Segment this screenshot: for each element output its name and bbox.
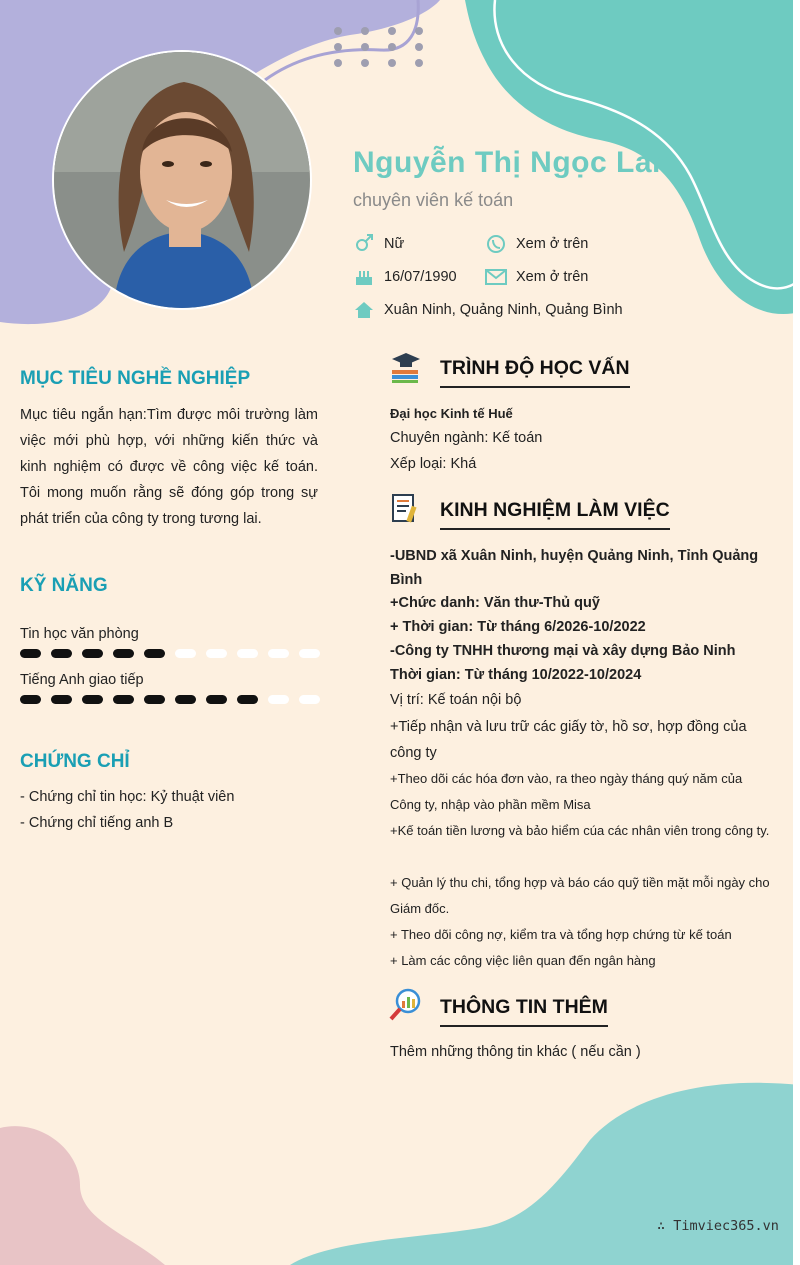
skill-dot-empty — [299, 649, 320, 658]
phone-info — [485, 233, 588, 255]
gender-info — [353, 233, 404, 255]
gender-icon — [353, 233, 375, 255]
skill-dot-filled — [144, 695, 165, 704]
graduation-cap-icon — [389, 350, 423, 384]
skills-heading: KỸ NĂNG — [20, 575, 108, 596]
certificate-item: - Chứng chỉ tin học: Kỷ thuật viên — [20, 789, 235, 805]
experience-title-1: +Chức danh: Văn thư-Thủ quỹ — [390, 595, 600, 611]
education-grade: Xếp loại: Khá — [390, 456, 477, 472]
document-icon — [389, 492, 423, 526]
skill-dot-filled — [51, 649, 72, 658]
objective-text: Mục tiêu ngắn hạn:Tìm được môi trường làm việc mới phù hợp, với những kiến thức và kinh nghiệm có được về công việc kế toán. Tôi mong muốn rằng sẽ đóng góp trong sự phát triển của công ty trong tương lai. — [20, 407, 318, 527]
profile-photo — [52, 50, 312, 310]
email-value: Xem ở trên — [516, 269, 589, 285]
birthday-info — [353, 266, 457, 288]
watermark: ∴ Timviec365.vn — [657, 1218, 779, 1234]
magnifier-chart-icon — [389, 988, 423, 1022]
birthday-cake-icon — [353, 266, 375, 288]
skill-label-office: Tin học văn phòng — [20, 626, 139, 642]
skill-dot-filled — [237, 695, 258, 704]
experience-time-1: + Thời gian: Từ tháng 6/2026-10/2022 — [390, 619, 646, 635]
skill-dot-filled — [206, 695, 227, 704]
skill-dot-filled — [20, 695, 41, 704]
mail-icon — [485, 266, 507, 288]
skill-dot-filled — [175, 695, 196, 704]
experience-duty: + Làm các công việc liên quan đến ngân hàng — [390, 953, 656, 968]
skill-dot-empty — [206, 649, 227, 658]
experience-heading: KINH NGHIỆM LÀM VIỆC — [440, 499, 670, 530]
objective-heading: MỤC TIÊU NGHỀ NGHIỆP — [20, 368, 251, 389]
experience-time-2: Thời gian: Từ tháng 10/2022-10/2024 — [390, 667, 642, 683]
experience-duty: +Kế toán tiền lương và bảo hiểm cúa các nhân viên trong công ty. — [390, 823, 770, 838]
skill-dot-empty — [175, 649, 196, 658]
skill-dot-filled — [51, 695, 72, 704]
certificate-item: - Chứng chỉ tiếng anh B — [20, 815, 174, 831]
skill-dot-empty — [268, 649, 289, 658]
experience-duty: +Tiếp nhận và lưu trữ các giấy tờ, hồ sơ, hợp đồng của công ty — [390, 719, 747, 761]
skill-label-english: Tiếng Anh giao tiếp — [20, 672, 144, 688]
additional-text: Thêm những thông tin khác ( nếu cần ) — [390, 1044, 641, 1060]
birthday-value: 16/07/1990 — [384, 269, 457, 285]
whatsapp-icon — [485, 233, 507, 255]
experience-org-2: -Công ty TNHH thương mại và xây dựng Bảo Ninh — [390, 643, 736, 659]
candidate-name: Nguyễn Thị Ngọc Lan — [353, 146, 671, 179]
job-title: chuyên viên kế toán — [353, 190, 514, 210]
skill-dot-empty — [299, 695, 320, 704]
skill-dot-empty — [268, 695, 289, 704]
skill-dot-filled — [113, 695, 134, 704]
experience-duty: + Quản lý thu chi, tổng hợp và báo cáo quỹ tiền mặt mỗi ngày cho Giám đốc. — [390, 875, 770, 916]
address-info — [353, 299, 623, 321]
skill-dot-filled — [82, 695, 103, 704]
certificates-heading: CHỨNG CHỈ — [20, 751, 130, 772]
skill-dot-filled — [144, 649, 165, 658]
skill-dot-filled — [82, 649, 103, 658]
email-info — [485, 266, 588, 288]
skill-rating-office — [20, 649, 320, 658]
experience-position-2: Vị trí: Kế toán nội bộ — [390, 692, 522, 708]
home-icon — [353, 299, 375, 321]
additional-heading: THÔNG TIN THÊM — [440, 996, 608, 1027]
experience-org-1: -UBND xã Xuân Ninh, huyện Quảng Ninh, Tỉnh Quảng Bình — [390, 548, 759, 588]
phone-value: Xem ở trên — [516, 236, 589, 252]
education-major: Chuyên ngành: Kế toán — [390, 430, 543, 446]
experience-duty: + Theo dõi công nợ, kiểm tra và tổng hợp chứng từ kế toán — [390, 927, 732, 942]
education-school: Đại học Kinh tế Huế — [390, 406, 513, 421]
skill-dot-filled — [20, 649, 41, 658]
address-value: Xuân Ninh, Quảng Ninh, Quảng Bình — [384, 302, 623, 318]
experience-duty: +Theo dõi các hóa đơn vào, ra theo ngày tháng quý năm của Công ty, nhập vào phần mềm Misa — [390, 771, 743, 812]
gender-value: Nữ — [384, 236, 405, 252]
skill-rating-english — [20, 695, 320, 704]
skill-dot-empty — [237, 649, 258, 658]
skill-dot-filled — [113, 649, 134, 658]
education-heading: TRÌNH ĐỘ HỌC VẤN — [440, 357, 630, 388]
